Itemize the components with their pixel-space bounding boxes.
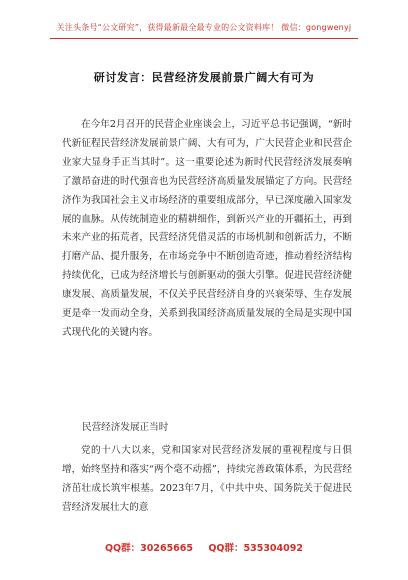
footer-qq-group-1: QQ群：30265665 [104, 543, 194, 554]
footer-qq-group-2: QQ群：535304092 [208, 543, 303, 554]
body-paragraph-1: 在今年2月召开的民营企业座谈会上，习近平总书记强调，“新时代新征程民营经济发展前景广阔、大有可为，广大民营企业和民营企业家大显身手正当其时”。这一重要论述为新时代民营经济发展奏响了激昂奋进的时代强音也为民营经济高质量发展锚定了方向。民营经济作为我国社会主义市场经济的重要组成部分，早已深度融入国家发展的血脉。从传统制造业的精耕细作，到新兴产业的开疆拓土，再到未来产业的拓荒者，民营经济凭借灵活的市场机制和创新活力，不断打磨产品、提升服务，在市场竞争中不断创造奇迹，推动着经济结构持续优化，已成为经济增长与创新驱动的强大引擎。促进民营经济健康发展、高质量发展，不仅关乎民营经济自身的兴衰荣辱、生存发展更是牵一发而动全身，关系到我国经济高质量发展的全局是实现中国式现代化的关键内容。 [62, 119, 352, 338]
footer-contact [0, 540, 408, 554]
header-divider [50, 38, 358, 39]
body-paragraph-2: 党的十八大以来，党和国家对民营经济发展的重视程度与日俱增，始终坚持和落实“两个毫不动摇”，持续完善政策体系，为民营经济茁壮成长筑牢根基。2023年7月，《中共中央、国务院关于促进民营经济发展壮大的意 [62, 445, 352, 513]
section-heading: 民营经济发展正当时 [82, 422, 169, 433]
header-banner: 关注头条号“公文研究”，获得最新最全最专业的公文资料库！ 微信：gongwenyj [56, 23, 352, 32]
document-title: 研讨发言：民营经济发展前景广阔大有可为 [93, 71, 315, 84]
